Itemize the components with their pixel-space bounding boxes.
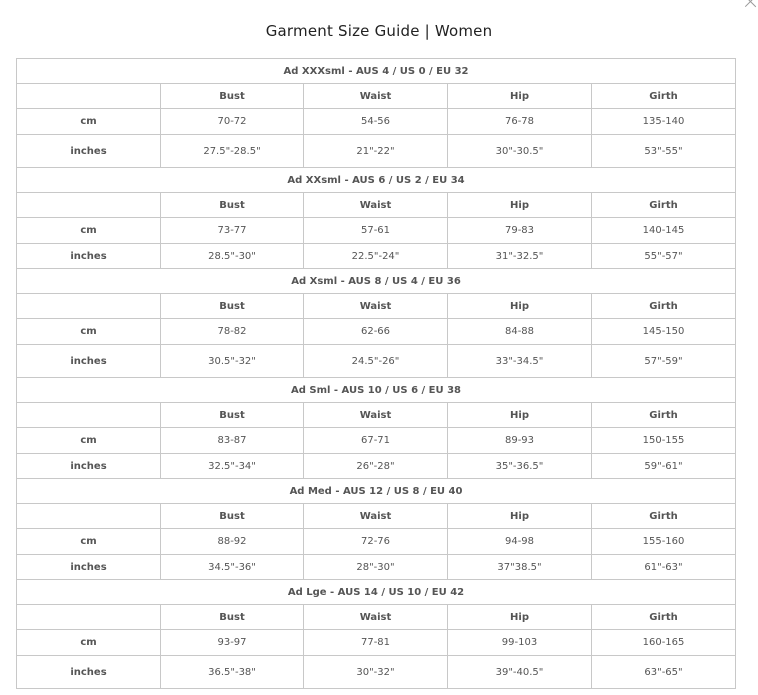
cm-value: 99-103 [448,630,592,656]
inches-row [17,454,736,479]
cm-value: 78-82 [161,319,304,345]
column-header: Bust [161,504,304,529]
size-name: Ad Sml - AUS 10 / US 6 / EU 38 [17,378,736,403]
cm-value: 57-61 [304,218,448,244]
row-label-cm: cm [17,319,161,345]
empty-cell [17,504,161,529]
inches-value: 28.5"-30" [161,244,304,269]
column-header: Waist [304,605,448,630]
cm-value: 54-56 [304,109,448,135]
column-header: Hip [448,84,592,109]
inches-value: 21"-22" [304,135,448,168]
empty-cell [17,294,161,319]
column-header: Girth [592,193,736,218]
column-header: Girth [592,294,736,319]
inches-value: 57"-59" [592,345,736,378]
size-header-row [17,168,736,193]
row-label-cm: cm [17,109,161,135]
cm-row [17,109,736,135]
column-header: Waist [304,294,448,319]
row-label-inches: inches [17,135,161,168]
column-header: Hip [448,294,592,319]
inches-value: 55"-57" [592,244,736,269]
cm-value: 160-165 [592,630,736,656]
size-name: Ad XXsml - AUS 6 / US 2 / EU 34 [17,168,736,193]
size-name: Ad Med - AUS 12 / US 8 / EU 40 [17,479,736,504]
row-label-cm: cm [17,218,161,244]
inches-row [17,345,736,378]
row-label-cm: cm [17,630,161,656]
empty-cell [17,193,161,218]
size-name: Ad Xsml - AUS 8 / US 4 / EU 36 [17,269,736,294]
column-header: Bust [161,84,304,109]
row-label-cm: cm [17,428,161,454]
inches-value: 28"-30" [304,555,448,580]
inches-row [17,244,736,269]
cm-value: 83-87 [161,428,304,454]
inches-value: 53"-55" [592,135,736,168]
column-header: Hip [448,504,592,529]
size-name: Ad Lge - AUS 14 / US 10 / EU 42 [17,580,736,605]
cm-row [17,218,736,244]
row-label-inches: inches [17,345,161,378]
column-header: Hip [448,193,592,218]
cm-value: 72-76 [304,529,448,555]
inches-value: 30"-32" [304,656,448,689]
size-header-row [17,378,736,403]
column-header: Waist [304,193,448,218]
column-header: Bust [161,403,304,428]
size-guide-table [16,58,736,689]
cm-value: 73-77 [161,218,304,244]
inches-value: 32.5"-34" [161,454,304,479]
cm-value: 84-88 [448,319,592,345]
measurement-header-row [17,294,736,319]
measurement-header-row [17,84,736,109]
empty-cell [17,605,161,630]
cm-value: 77-81 [304,630,448,656]
column-header: Bust [161,605,304,630]
cm-value: 70-72 [161,109,304,135]
cm-row [17,529,736,555]
size-header-row [17,479,736,504]
cm-value: 155-160 [592,529,736,555]
cm-value: 79-83 [448,218,592,244]
inches-value: 35"-36.5" [448,454,592,479]
measurement-header-row [17,193,736,218]
size-name: Ad XXXsml - AUS 4 / US 0 / EU 32 [17,59,736,84]
inches-row [17,656,736,689]
inches-value: 30.5"-32" [161,345,304,378]
row-label-inches: inches [17,244,161,269]
cm-value: 94-98 [448,529,592,555]
inches-value: 26"-28" [304,454,448,479]
inches-row [17,555,736,580]
cm-value: 67-71 [304,428,448,454]
cm-value: 135-140 [592,109,736,135]
inches-value: 30"-30.5" [448,135,592,168]
inches-value: 39"-40.5" [448,656,592,689]
inches-value: 37"38.5" [448,555,592,580]
inches-value: 31"-32.5" [448,244,592,269]
inches-value: 59"-61" [592,454,736,479]
page-title: Garment Size Guide | Women [265,22,493,40]
column-header: Waist [304,84,448,109]
column-header: Girth [592,605,736,630]
inches-value: 36.5"-38" [161,656,304,689]
column-header: Hip [448,605,592,630]
inches-value: 24.5"-26" [304,345,448,378]
inches-value: 33"-34.5" [448,345,592,378]
cm-value: 62-66 [304,319,448,345]
size-header-row [17,59,736,84]
column-header: Girth [592,504,736,529]
inches-value: 34.5"-36" [161,555,304,580]
cm-value: 93-97 [161,630,304,656]
inches-row [17,135,736,168]
size-header-row [17,580,736,605]
empty-cell [17,403,161,428]
row-label-inches: inches [17,656,161,689]
column-header: Girth [592,403,736,428]
cm-value: 88-92 [161,529,304,555]
inches-value: 22.5"-24" [304,244,448,269]
cm-value: 140-145 [592,218,736,244]
measurement-header-row [17,504,736,529]
cm-value: 150-155 [592,428,736,454]
measurement-header-row [17,605,736,630]
empty-cell [17,84,161,109]
row-label-inches: inches [17,454,161,479]
inches-value: 27.5"-28.5" [161,135,304,168]
cm-value: 89-93 [448,428,592,454]
column-header: Waist [304,504,448,529]
cm-value: 145-150 [592,319,736,345]
cm-row [17,630,736,656]
column-header: Bust [161,294,304,319]
inches-value: 61"-63" [592,555,736,580]
column-header: Hip [448,403,592,428]
measurement-header-row [17,403,736,428]
cm-value: 76-78 [448,109,592,135]
column-header: Girth [592,84,736,109]
size-header-row [17,269,736,294]
close-icon[interactable] [744,0,758,8]
column-header: Bust [161,193,304,218]
inches-value: 63"-65" [592,656,736,689]
column-header: Waist [304,403,448,428]
cm-row [17,428,736,454]
row-label-inches: inches [17,555,161,580]
cm-row [17,319,736,345]
row-label-cm: cm [17,529,161,555]
